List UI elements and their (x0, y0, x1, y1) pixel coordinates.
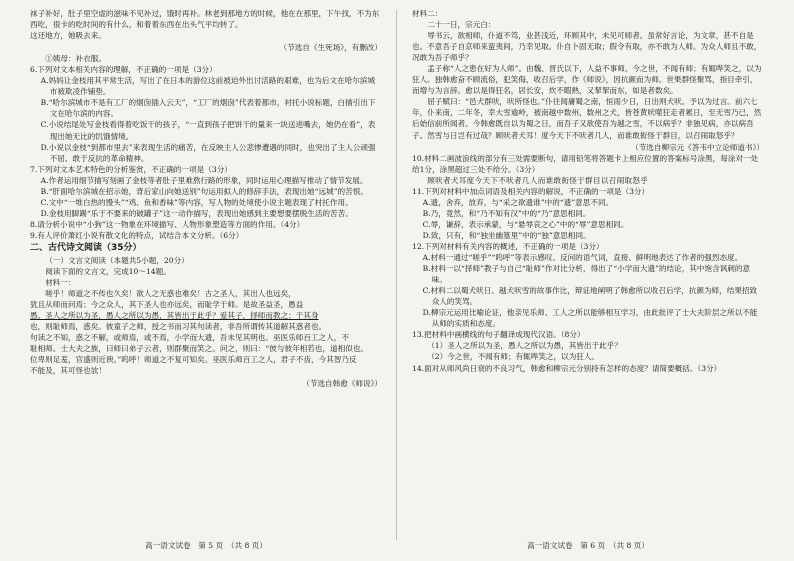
question-6: 6.下列对文本相关内容的理解，不正确的一项是（3分） (30, 65, 217, 75)
question-13: 13.把材料中画横线的句子翻译成现代汉语。（8分） (412, 330, 585, 340)
source-citation: （节选自韩愈《师说》） (302, 378, 382, 388)
page-divider (396, 10, 397, 540)
option-12d: D.柳宗元运用比喻论证，他亲见乐师、工人之所以能够相互学习，由此批评了士大夫阶层之所以不能从师的实质和态度。 (422, 308, 758, 329)
option-6a: A.妈妈让金枝用其平常生活，写出了在日本的游位这前被迫外出讨活路的艰难，也为后文在哈尔滨城市被欺凌作铺垫。 (40, 76, 376, 97)
option-12b: B.材料一以“择师”教子与自己“耻师”作对比分析，得出了“小学而大遗”的结论，其中饱含讽刺的意味。 (422, 264, 751, 285)
option-7d: D.金枝用脚踢“乐于不要来的破罐子”这一动作描写，表现出她感到主要想要摆脱生活的苦苦。 (40, 208, 353, 218)
option-6b: B.“哈尔滨城市不是有工厂的烟囱插入云天”，“工厂的烟囱”代表着都市，衬托小说标题，白描引出下文在哈尔滨的内容。 (40, 98, 376, 119)
material-label: 材料一： (45, 278, 76, 288)
question-8: 8.请分析小说中“小狗”这一物象在环境描写、人物形象塑造等方面的作用。（4分） (30, 219, 305, 229)
classical-text-line: 位卑则足羞，官盛则近谀。”呜呼！师道之不复可知矣。巫医乐师百工之人，君子不齿，今其智乃反 (30, 355, 357, 365)
option-7a: A.作者运用细节描写刻画了金枝等者肚子里难熬行路的形象，同时运用心理描写推动了情节发展。 (40, 175, 368, 185)
classical-text-line: 句读之不知，惑之不解，或师焉，或不焉，小学而大遗，吾未见其明也。巫医乐师百工之人，不 (30, 333, 349, 343)
passage-continuation: 袜子补好，肚子里空虚的滋味不见补过，饿时再补。林老到那地方的时候，他在在那里，下午找，不为东西吃，很卡的吃时间的有什么，和着着东西在出头气平均转了。 (30, 9, 380, 30)
classical-text-line: 耻相师。士大夫之族，曰师曰弟子云者，则群聚而笑之。问之，则曰：“彼与彼年相若也，道相似也。 (30, 344, 369, 354)
source-citation: （节选自柳宗元《答韦中立论师道书》） (631, 142, 764, 152)
source-citation: （节选自《生死场》，有删改） (279, 43, 382, 53)
question-13-part2: （2）今之世，不闻有师；有辄哗笑之，以为狂人。 (427, 352, 600, 362)
option-11b: B.乃，竟然，和“乃不知有汉”中的“乃”意思相同。 (422, 208, 591, 218)
option-12c: C.材料二以蜀犬吠日、越犬吠雪的故事作比，辩证地阐明了韩愈所以收召后学，抗颜为师，结果招致众人的笑骂。 (422, 286, 758, 307)
subsection-heading: （一）文言文阅读（本题共5小题，20分） (45, 255, 189, 265)
question-12: 12.下列对材料有关内容的概述，不正确的一项是（3分） (412, 241, 604, 251)
question-13-part1: （1）圣人之所以为圣，愚人之所以为愚，其皆出于此乎？ (427, 341, 622, 351)
option-11a: A.遗，舍弃，放弃，与“采之欲遗谁”中的“遗”意思不同。 (422, 197, 614, 207)
letter-paragraph-wavy: 屈子赋曰：“邑犬群吠，吠所怪也。”仆往闻庸蜀之南，恒雨少日，日出则犬吠。予以为过言。前六七年，仆来南，二年冬，幸大雪逾岭，被南越中数州，数州之犬，皆苍黄吠噬狂走者累日，至无雪乃已，然后始信前所闻者。今韩愈既自以为蜀之日，而吾子又欲使吾为越之雪，不以病乎？非独见病，亦以病吾子。然雪与日岂有过哉？顾吠者犬耳！度今天下不吠者几人，而谁敢衒怪于群目，以召闹取怒乎？ (412, 97, 762, 140)
option-7c: C.文中“一堆白热的馒头”“鸡、鱼和香味”等内容，写人物的处境使小说主题表现了村托作用。 (40, 197, 353, 207)
classical-text-line: 嗟乎！师道之不传也久矣！欲人之无惑也难矣！古之圣人，其出人也远矣， (45, 289, 296, 299)
instruction: 阅读下面的文言文，完成10～14题。 (45, 267, 171, 277)
left-page (30, 8, 382, 389)
page-footer-right: 高一语文试卷 第 6 页 （共 8 页） (527, 541, 649, 550)
option-6c: C.小说结尾处写金枝看得着吃饭干的孩子，“一直到孩子把饼干的量来一块送进嘴去，她仍在看”，表现出她无比的饥饿情境。 (40, 120, 376, 141)
passage-continuation-end: 这还地方，她吸去来。 (30, 31, 106, 41)
option-11c: C.辱，谦辞，表示承蒙，与“悬辱哀之心”中的“辱”意思相同。 (422, 219, 629, 229)
option-11d: D.致，只有，和“独坐幽篁里”中的“独”意思相同。 (422, 230, 591, 240)
sentence-break-line: 顾吠者犬耳度今天下不吠者几人而谁敢衒怪于群目以召闹取怒乎 (427, 175, 649, 185)
question-14: 14.面对从师风尚日衰的不良习气，韩愈和柳宗元分别持有怎样的态度？请简要概括。（3分） (412, 363, 722, 373)
question-10: 10.材料二画波浪线的部分有三处需要断句，请用铅笔将答题卡上相应位置的答案标号涂黑，每涂对一处给1分，涂黑超过三处不给分。（3分） (412, 153, 759, 174)
material-label: 材料二： (412, 9, 443, 18)
letter-date: 二十一日，宗元白： (427, 20, 496, 30)
option-6d: D.小说以金枝“到都市里去”来表现生活的痛苦，在反映主人公悲惨遭遇的同时，也突出了主人公顽强不屈、敢于反抗的革命精神。 (40, 142, 376, 163)
question-9: 9.有人评价萧红小说有散文化的特点，试结合本文分析。（6分） (30, 230, 244, 240)
section-heading: 二、古代诗文阅读（35分） (30, 242, 142, 253)
letter-paragraph: 辱书云，欲相师，仆道不笃，业甚浅近，环顾其中，未见可师者。虽常好言论，为文章，甚不自是也。不意吾子自京师来蛮夷间，乃幸见取。仆自卜固无取；假令有取，亦不敢为人师。为众人师且不敢，况敢为吾子师乎？ (412, 31, 762, 63)
classical-text-line: 犹且从师而问焉；今之众人，其下圣人也亦远矣，而耻学于师。是故圣益圣，愚益 (30, 300, 304, 310)
letter-paragraph: 孟子称“人之患在好为人师”。由魏、晋氏以下，人益不事师。今之世，不闻有师；有辄哗笑之，以为狂人。独韩愈奋不顾流俗，犯笑侮，收召后学，作《师说》，因抗颜而为师。世果群怪聚骂，指目牵引，而增与为言辞。愈以是得狂名，居长安，炊不暇熟，又挈挈而东，如是者数矣。 (412, 64, 762, 96)
classical-text-line: 也，则耻师焉，惑矣。彼童子之师，授之书而习其句读者，非吾所谓传其道解其惑者也。 (30, 322, 327, 332)
classical-text-line: 不能及，其可怪也欤！ (30, 366, 106, 376)
classical-text-line: 愚。圣人之所以为圣，愚人之所以为愚，其皆出于此乎？爱其子，择师而教之；于其身 (30, 311, 319, 321)
question-11: 11.下列对材料中加点词语及相关内容的解说，不正确的一项是（3分） (412, 186, 650, 196)
question-7: 7.下列对文本艺术特色的分析鉴赏，不正确的一项是（3分） (30, 164, 232, 174)
page-footer-left: 高一语文试卷 第 5 页 （共 8 页） (145, 541, 267, 550)
option-7b: B.“肝面哈尔滨城在招示她，背后家山向她送别”句运用拟人的修辞手法，表现出她“远城”的苦恨。 (40, 186, 368, 196)
footnote: ①姨母：补衣服。 (45, 54, 106, 64)
right-page (412, 8, 764, 374)
option-12a: A.材料一通过“嗟乎”“呜呼”等表示感叹、反问的语气词，直接、鲜明地表达了作者的强烈态度。 (422, 253, 743, 263)
